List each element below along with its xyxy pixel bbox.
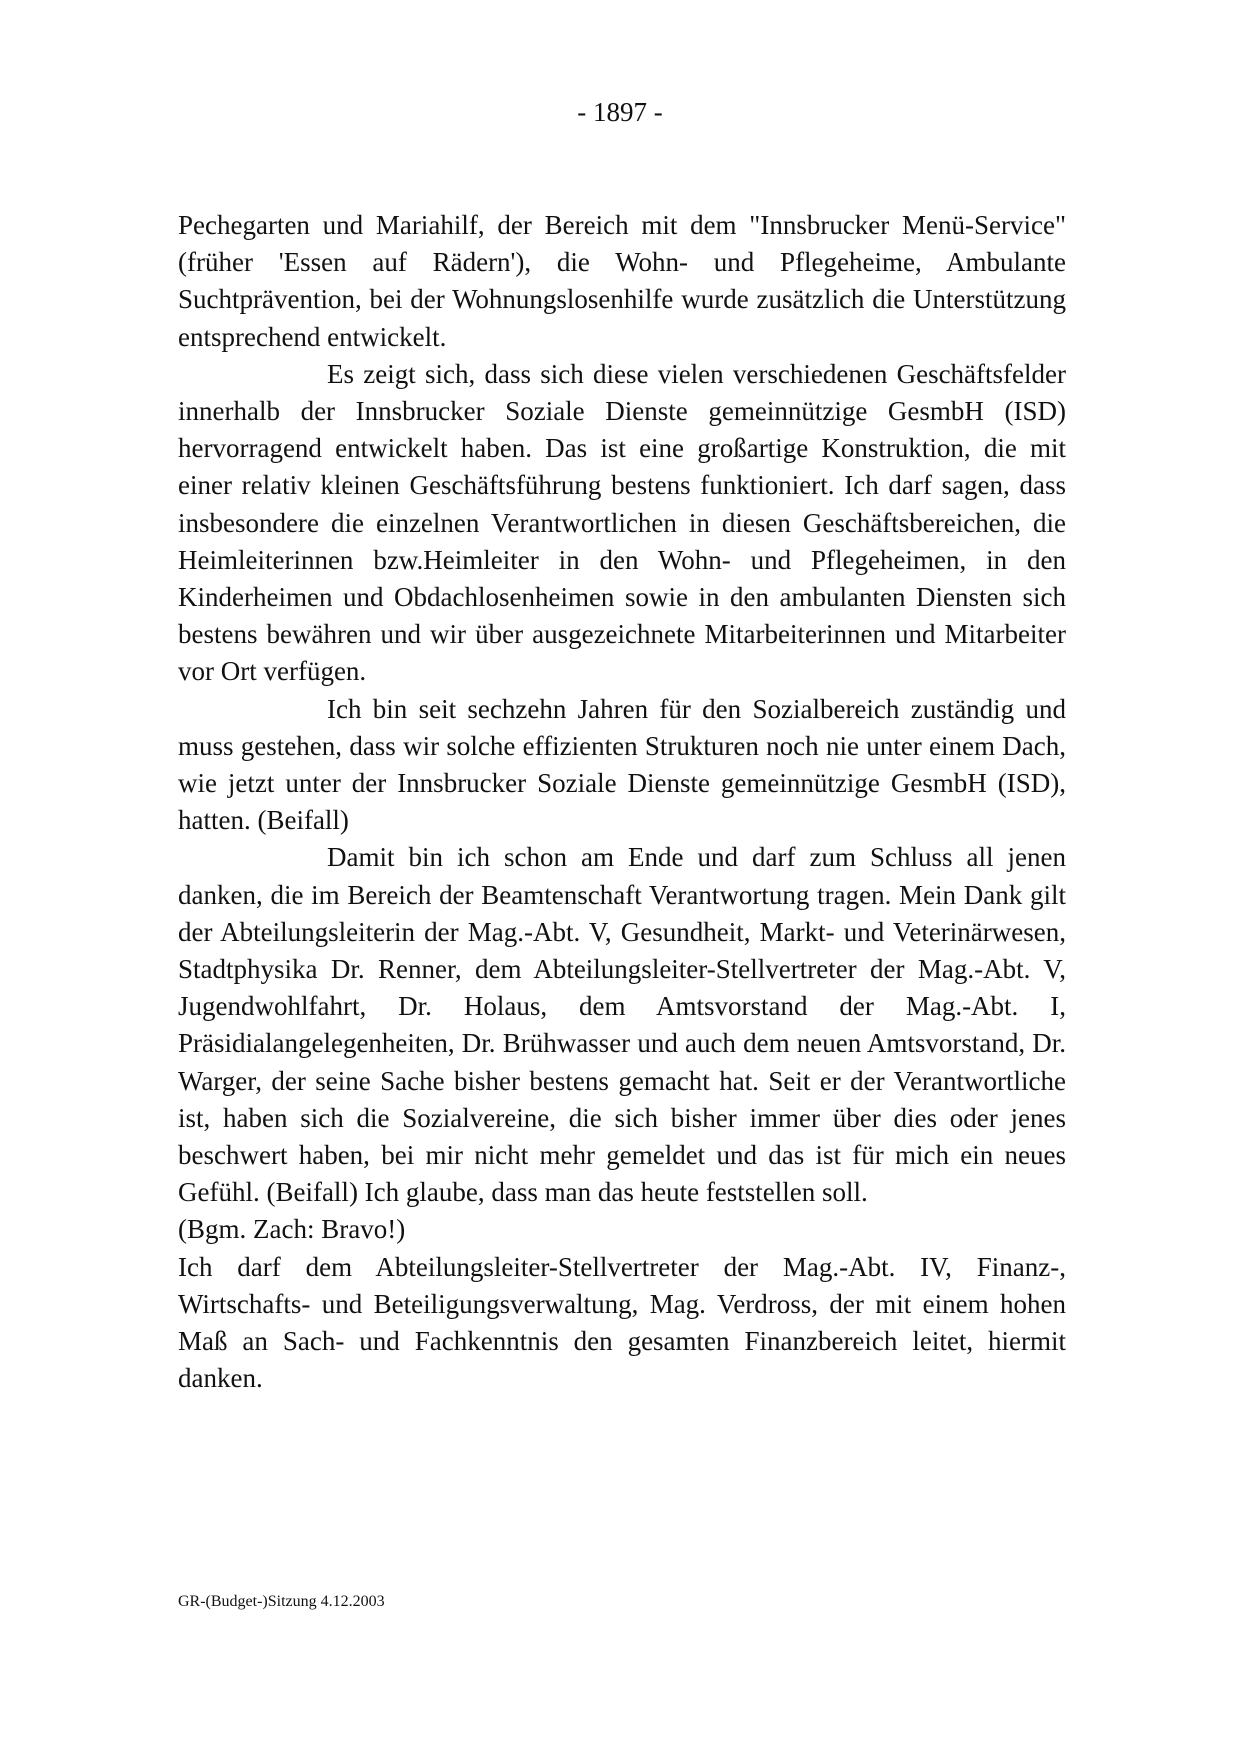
footer-session-label: GR-(Budget-)Sitzung 4.12.2003: [178, 1593, 385, 1610]
paragraph-thanks: Damit bin ich schon am Ende und darf zum Schluss all jenen danken, die im Bereich der Beamtenschaft Verantwortung tragen. Mein Dank gilt der Abteilungsleiterin der Mag.-Abt. V, Gesundheit, Markt- und Veterinärwesen, Stadtphysika Dr. Renner, dem Abteilungsleiter-Stellvertreter der Mag.-Abt. V, Jugendwohlfahrt, Dr. Holaus, dem Amtsvorstand der Mag.-Abt. I, Präsidialangelegenheiten, Dr. Brühwasser und auch dem neuen Amtsvorstand, Dr. Warger, der seine Sache bisher bestens gemacht hat. Seit er der Verantwortliche ist, haben sich die Sozialvereine, die sich bisher immer über dies oder jenes beschwert haben, bei mir nicht mehr gemeldet und das ist für mich ein neues Gefühl. (Beifall) Ich glaube, dass man das heute feststellen soll.: [178, 842, 1066, 1208]
paragraph-business-fields: Es zeigt sich, dass sich diese vielen verschiedenen Geschäftsfelder innerhalb der Innsbrucker Soziale Dienste gemeinnützige GesmbH (ISD) hervorragend entwickelt haben. Das ist eine großartige Konstruktion, die mit einer relativ kleinen Geschäftsführung bestens funktioniert. Ich darf sagen, dass insbesondere die einzelnen Verantwortlichen in diesen Geschäftsbereichen, die Heimleiterinnen bzw.Heimleiter in den Wohn- und Pflegeheimen, in den Kinderheimen und Obdachlosenheimen sowie in den ambulanten Diensten sich bestens bewähren und wir über ausgezeichnete Mitarbeiterinnen und Mitarbeiter vor Ort verfügen.: [178, 358, 1066, 687]
page-number: - 1897 -: [577, 97, 663, 127]
paragraph-continuation: Pechegarten und Mariahilf, der Bereich mit dem "Innsbrucker Menü-Service" (früher 'Essen auf Rädern'), die Wohn- und Pflegeheime, Ambulante Suchtprävention, bei der Wohnungslosenhilfe wurde zusätzlich die Unterstützung entsprechend entwickelt.: [178, 210, 1066, 352]
interjection: (Bgm. Zach: Bravo!): [178, 1214, 406, 1245]
paragraph-sixteen-years: Ich bin seit sechzehn Jahren für den Sozialbereich zuständig und muss gestehen, dass wir solche effizienten Strukturen noch nie unter einem Dach, wie jetzt unter der Innsbrucker Soziale Dienste gemeinnützige GesmbH (ISD), hatten. (Beifall): [178, 693, 1066, 836]
paragraph-final-thanks: Ich darf dem Abteilungsleiter-Stellvertreter der Mag.-Abt. IV, Finanz-, Wirtschafts- und Beteiligungsverwaltung, Mag. Verdross, der mit einem hohen Maß an Sach- und Fachkenntnis den gesamten Finanzbereich leitet, hiermit danken.: [178, 1251, 1066, 1394]
body-text: [178, 207, 1066, 1398]
